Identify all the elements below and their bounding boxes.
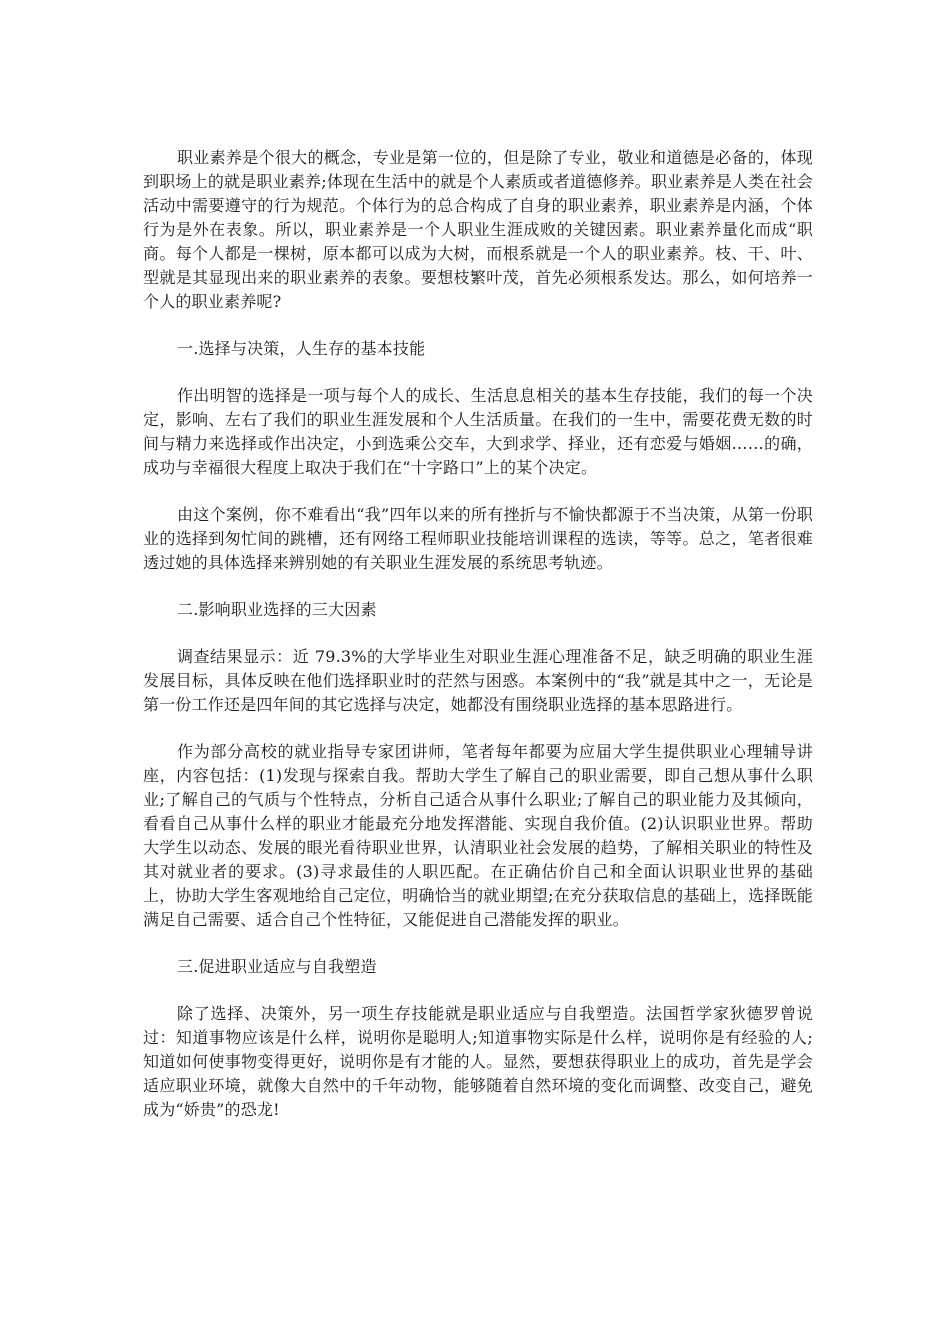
section-heading-3: 三.促进职业适应与自我塑造: [177, 957, 377, 976]
section-heading-2: 二.影响职业选择的三大因素: [177, 600, 377, 619]
paragraph-guidance-lecture: 作为部分高校的就业指导专家团讲师，笔者每年都要为应届大学生提供职业心理辅导讲座，内容包括：(1)发现与探索自我。帮助大学生了解自己的职业需要，即自己想从事什么职业;了解自己的气质与个性特点，分析自己适合从事什么职业;了解自己的职业能力及其倾向，看看自己从事什么样的职业才能最充分地发挥潜能、实现自我价值。(2)认识职业世界。帮助大学生以动态、发展的眼光看待职业世界，认清职业社会发展的趋势，了解相关职业的特性及其对就业者的要求。(3)寻求最佳的人职匹配。在正确估价自己和全面认识职业世界的基础上，协助大学生客观地给自己定位，明确恰当的就业期望;在充分获取信息的基础上，选择既能满足自己需要、适合自己个性特征，又能促进自己潜能发挥的职业。: [143, 742, 813, 929]
document-body: [143, 146, 813, 1145]
paragraph-adaptation: 除了选择、决策外，另一项生存技能就是职业适应与自我塑造。法国哲学家狄德罗曾说过：知道事物应该是什么样，说明你是聪明人;知道事物实际是什么样，说明你是有经验的人;知道如何使事物变得更好，说明你是有才能的人。显然，要想获得职业上的成功，首先是学会适应职业环境，就像大自然中的千年动物，能够随着自然环境的变化而调整、改变自己，避免成为“娇贵”的恐龙!: [143, 1004, 813, 1119]
paragraph-survey-result: 调查结果显示：近 79.3%的大学毕业生对职业生涯心理准备不足，缺乏明确的职业生涯发展目标，具体反映在他们选择职业时的茫然与困惑。本案例中的“我”就是其中之一，无论是第一份工作还是四年间的其它选择与决定，她都没有围绕职业选择的基本思路进行。: [143, 647, 813, 714]
section-heading-1: 一.选择与决策，人生存的基本技能: [177, 339, 426, 358]
paragraph-case-analysis: 由这个案例，你不难看出“我”四年以来的所有挫折与不愉快都源于不当决策，从第一份职业的选择到匆忙间的跳槽，还有网络工程师职业技能培训课程的选读，等等。总之，笔者很难透过她的具体选择来辨别她的有关职业生涯发展的系统思考轨迹。: [143, 505, 813, 572]
paragraph-intro: 职业素养是个很大的概念，专业是第一位的，但是除了专业，敬业和道德是必备的，体现到职场上的就是职业素养;体现在生活中的就是个人素质或者道德修养。职业素养是人类在社会活动中需要遵守的行为规范。个体行为的总合构成了自身的职业素养，职业素养是内涵，个体行为是外在表象。所以，职业素养是一个人职业生涯成败的关键因素。职业素养量化而成“职商。每个人都是一棵树，原本都可以成为大树，而根系就是一个人的职业素养。枝、干、叶、型就是其显现出来的职业素养的表象。要想枝繁叶茂，首先必须根系发达。那么，如何培养一个人的职业素养呢?: [143, 148, 813, 311]
paragraph-decision-skill: 作出明智的选择是一项与每个人的成长、生活息息相关的基本生存技能，我们的每一个决定，影响、左右了我们的职业生涯发展和个人生活质量。在我们的一生中，需要花费无数的时间与精力来选择或作出决定，小到选乘公交车，大到求学、择业，还有恋爱与婚姻……的确，成功与幸福很大程度上取决于我们在“十字路口”上的某个决定。: [143, 386, 813, 477]
